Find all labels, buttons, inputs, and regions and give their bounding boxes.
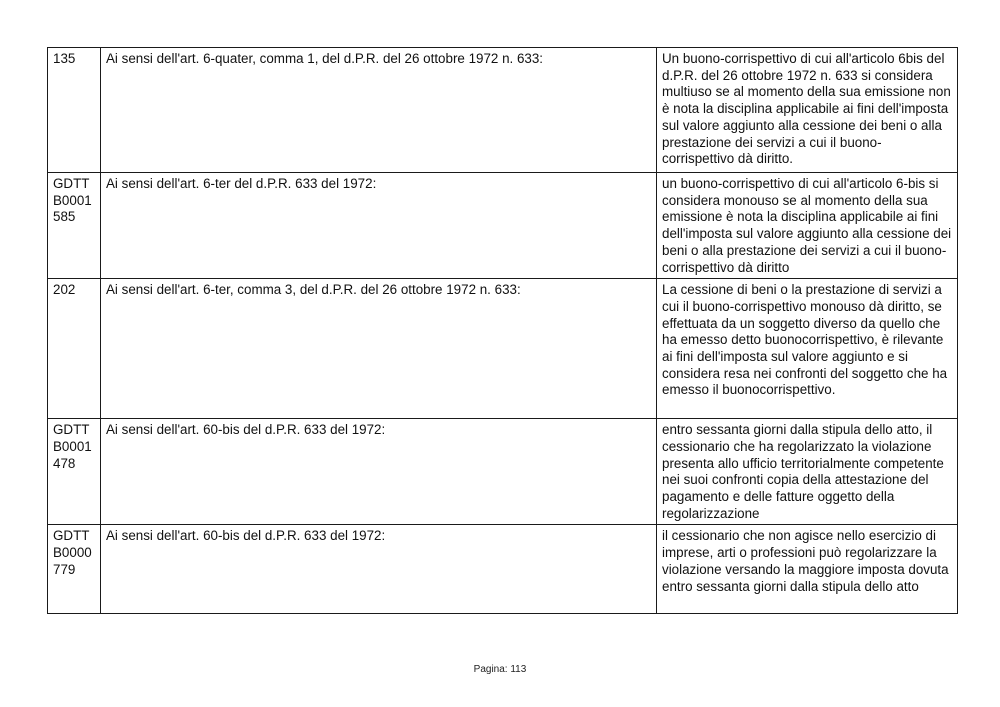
question-code: 135: [48, 48, 101, 173]
question-text: Ai sensi dell'art. 60-bis del d.P.R. 633 del 1972:: [101, 525, 657, 614]
answer-text: il cessionario che non agisce nello esercizio di imprese, arti o professioni può regolarizzare la violazione versando la maggiore imposta dovuta entro sessanta giorni dalla stipula dello atto: [657, 525, 958, 614]
answer-text: entro sessanta giorni dalla stipula dello atto, il cessionario che ha regolarizzato la violazione presenta allo ufficio territorialmente competente nei suoi confronti copia della attestazione del pagamento e delle fatture oggetto della regolarizzazione: [657, 419, 958, 525]
questions-table: [47, 47, 958, 614]
table-row: [48, 279, 958, 419]
question-text: Ai sensi dell'art. 6-ter, comma 3, del d.P.R. del 26 ottobre 1972 n. 633:: [101, 279, 657, 419]
question-text: Ai sensi dell'art. 60-bis del d.P.R. 633 del 1972:: [101, 419, 657, 525]
table-row: [48, 419, 958, 525]
question-code: GDTT B0001 585: [48, 173, 101, 279]
question-code: 202: [48, 279, 101, 419]
table-row: [48, 173, 958, 279]
question-text: Ai sensi dell'art. 6-quater, comma 1, del d.P.R. del 26 ottobre 1972 n. 633:: [101, 48, 657, 173]
page-number: Pagina: 113: [473, 664, 527, 675]
table-row: [48, 48, 958, 173]
table-row: [48, 525, 958, 614]
question-text: Ai sensi dell'art. 6-ter del d.P.R. 633 del 1972:: [101, 173, 657, 279]
question-code: GDTT B0000 779: [48, 525, 101, 614]
question-code: GDTT B0001 478: [48, 419, 101, 525]
answer-text: La cessione di beni o la prestazione di servizi a cui il buono-corrispettivo monouso dà diritto, se effettuata da un soggetto diverso da quello che ha emesso detto buonocorrispettivo, è rilevante ai fini dell'imposta sul valore aggiunto e si considera resa nei confronti del soggetto che ha emesso il buonocorrispettivo.: [657, 279, 958, 419]
answer-text: Un buono-corrispettivo di cui all'articolo 6bis del d.P.R. del 26 ottobre 1972 n. 633 si considera multiuso se al momento della sua emissione non è nota la disciplina applicabile ai fini dell'imposta sul valore aggiunto alla cessione dei beni o alla prestazione dei servizi a cui il buono-corrispettivo dà diritto.: [657, 48, 958, 173]
answer-text: un buono-corrispettivo di cui all'articolo 6-bis si considera monouso se al momento della sua emissione è nota la disciplina applicabile ai fini dell'imposta sul valore aggiunto alla cessione dei beni o alla prestazione dei servizi a cui il buono- corrispettivo dà diritto: [657, 173, 958, 279]
